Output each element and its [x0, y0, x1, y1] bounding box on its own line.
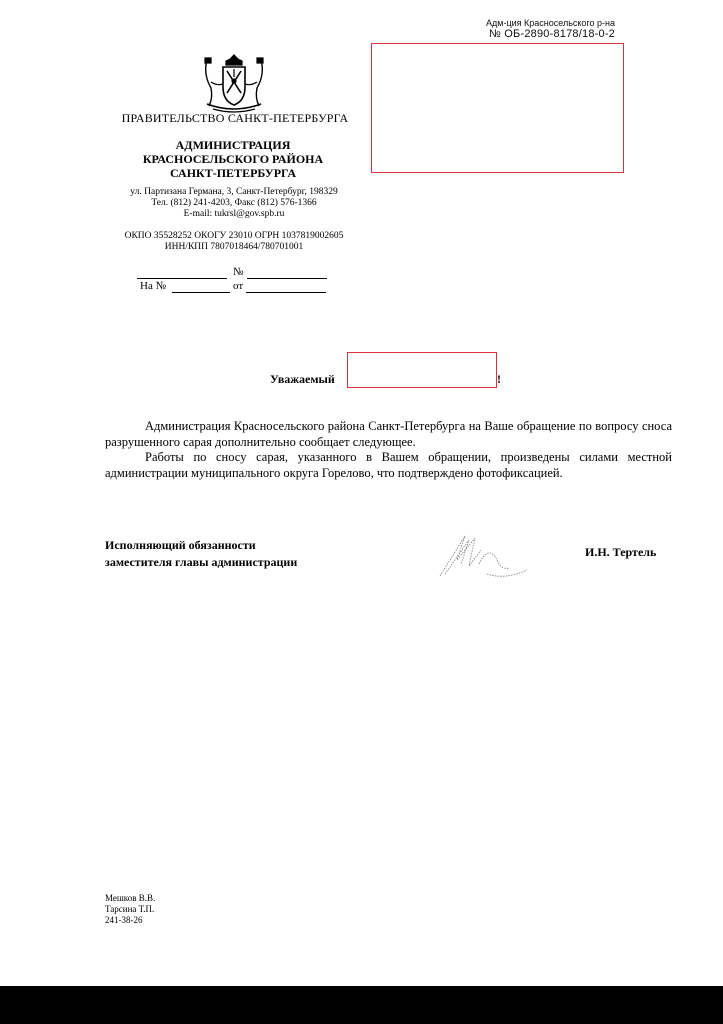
signatory-name: И.Н. Тертель — [585, 545, 657, 559]
admin-title-line-3: САНКТ-ПЕТЕРБУРГА — [169, 166, 297, 180]
redacted-recipient-name — [347, 352, 497, 388]
handwritten-signature — [435, 530, 545, 580]
registry-codes — [100, 231, 368, 253]
signatory-title — [105, 537, 297, 570]
redacted-recipient-block — [371, 43, 624, 173]
admin-title-line-1: АДМИНИСТРАЦИЯ — [175, 138, 291, 152]
stamp-organization: Адм-ция Красносельского р-на — [486, 18, 615, 28]
stamp-number: № ОБ-2890-8178/18-0-2 — [489, 28, 615, 40]
executor-phone: 241-38-26 — [105, 915, 143, 925]
signatory-title-line-1: Исполняющий обязанности — [105, 538, 256, 552]
phone-fax: Тел. (812) 241-4203, Факс (812) 576-1366 — [151, 198, 317, 208]
executor-name-2: Тарсина Т.П. — [105, 904, 155, 914]
reply-from-label: от — [233, 280, 244, 292]
registration-blank-date — [137, 278, 227, 279]
letter-body — [105, 419, 672, 481]
body-paragraph-2: Работы по сносу сарая, указанного в Вашем обращении, произведены силами местной администрации муниципального округа Горелово, что подтверждено фотофиксацией. — [105, 450, 672, 480]
incoming-stamp — [486, 18, 615, 40]
government-title: ПРАВИТЕЛЬСТВО САНКТ-ПЕТЕРБУРГА — [121, 111, 349, 125]
reply-to-label: На № — [140, 280, 167, 292]
signatory-title-line-2: заместителя главы администрации — [105, 554, 298, 569]
contact-details — [100, 187, 368, 220]
reply-to-blank-number — [172, 292, 230, 293]
scan-bottom-edge — [0, 986, 723, 1024]
inn-kpp: ИНН/КПП 7807018464/780701001 — [164, 242, 304, 252]
salutation-prefix: Уважаемый — [270, 372, 335, 386]
address: ул. Партизана Германа, 3, Санкт-Петербург, 198329 — [130, 187, 338, 197]
coat-of-arms-emblem — [199, 52, 269, 116]
salutation-suffix: ! — [497, 372, 501, 386]
registration-blank-number — [247, 278, 327, 279]
body-paragraph-1: Администрация Красносельского района Санкт-Петербурга на Ваше обращение по вопросу сноса разрушенного сарая дополнительно сообщает следующее. — [105, 419, 672, 449]
executor-name-1: Мешков В.В. — [105, 893, 156, 903]
administration-title — [100, 138, 366, 180]
reply-from-blank-date — [246, 292, 326, 293]
executor-info — [105, 893, 155, 926]
registration-line-2 — [140, 280, 330, 294]
registration-no-label: № — [233, 266, 244, 278]
admin-title-line-2: КРАСНОСЕЛЬСКОГО РАЙОНА — [142, 152, 324, 166]
okpo-codes: ОКПО 35528252 ОКОГУ 23010 ОГРН 1037819002605 — [124, 231, 344, 241]
email: E-mail: tukrsl@gov.spb.ru — [183, 209, 285, 219]
registration-line-1 — [137, 266, 327, 280]
